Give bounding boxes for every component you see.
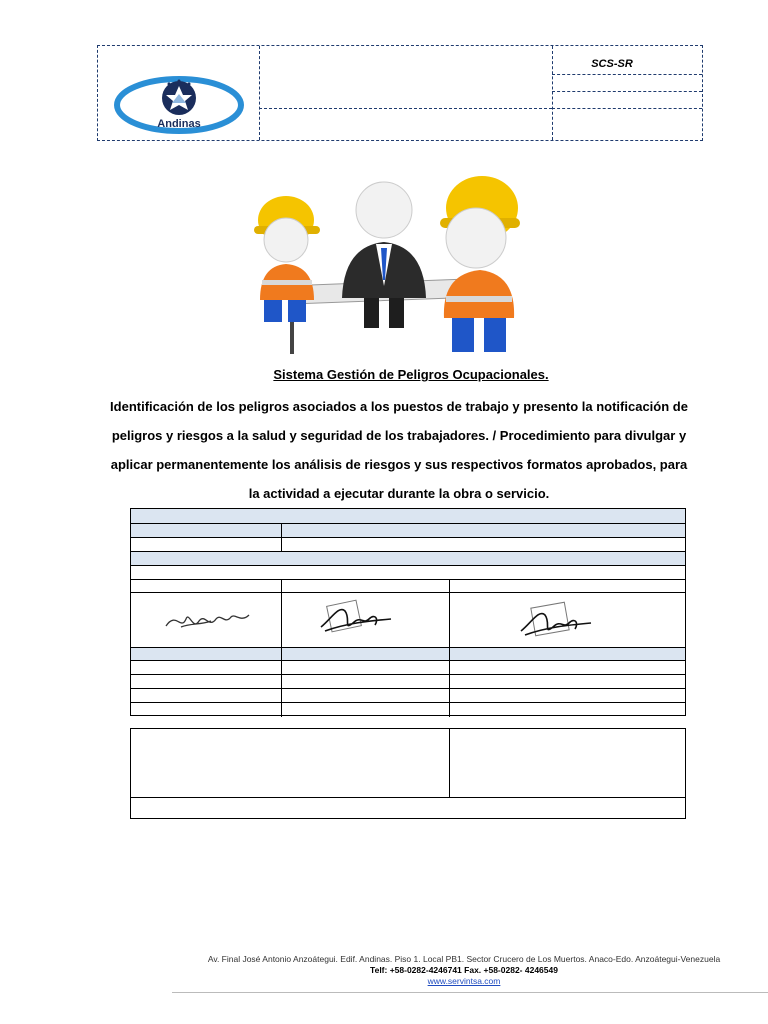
document-description: Identificación de los peligros asociados a los puestos de trabajo y presento la notificación de peligros y riesgos a la salud y seguridad de los trabajadores. / Procedimiento para divulgar y aplicar permanentemente los análisis de riesgos y sus respectivos formatos aprobados, para la actividad a ejecutar durante la obra o servicio.: [110, 399, 688, 501]
document-code: SCS-SR: [591, 58, 633, 70]
table-row: [131, 565, 685, 579]
page-footer: [170, 954, 758, 987]
table-row: [131, 702, 685, 716]
approval-table: [130, 508, 686, 716]
table-row: [131, 537, 685, 551]
table-row: [131, 688, 685, 702]
signature-3: [517, 601, 597, 643]
table-row: [131, 674, 685, 688]
table-row: [131, 660, 685, 674]
table-row: [131, 647, 685, 660]
table-header-row: [131, 509, 685, 523]
logo-cell: [98, 46, 260, 140]
footer-website-link[interactable]: www.servintsa.com: [427, 976, 501, 986]
footer-address: Av. Final José Antonio Anzoátegui. Edif. Andinas. Piso 1. Local PB1. Sector Crucero de Los Muertos. Anaco-Edo. Anzoátegui-Venezuela: [207, 954, 721, 964]
header-code-cell: [552, 46, 702, 140]
header-title-cell: [259, 46, 553, 140]
document-title: Sistema Gestión de Peligros Ocupacionales.: [273, 367, 549, 382]
footer-divider: [172, 992, 768, 993]
footer-phone: Telf: +58-0282-4246741 Fax. +58-0282- 4246549: [370, 965, 558, 975]
observations-box: [130, 728, 686, 819]
logo-text: Andinas: [157, 118, 201, 130]
table-row: [131, 523, 685, 537]
signature-1: [161, 601, 261, 641]
table-row: [131, 551, 685, 565]
signature-2: [317, 597, 397, 639]
safety-workers-illustration: [244, 168, 522, 356]
document-header: [97, 45, 703, 141]
table-row: [131, 579, 685, 592]
